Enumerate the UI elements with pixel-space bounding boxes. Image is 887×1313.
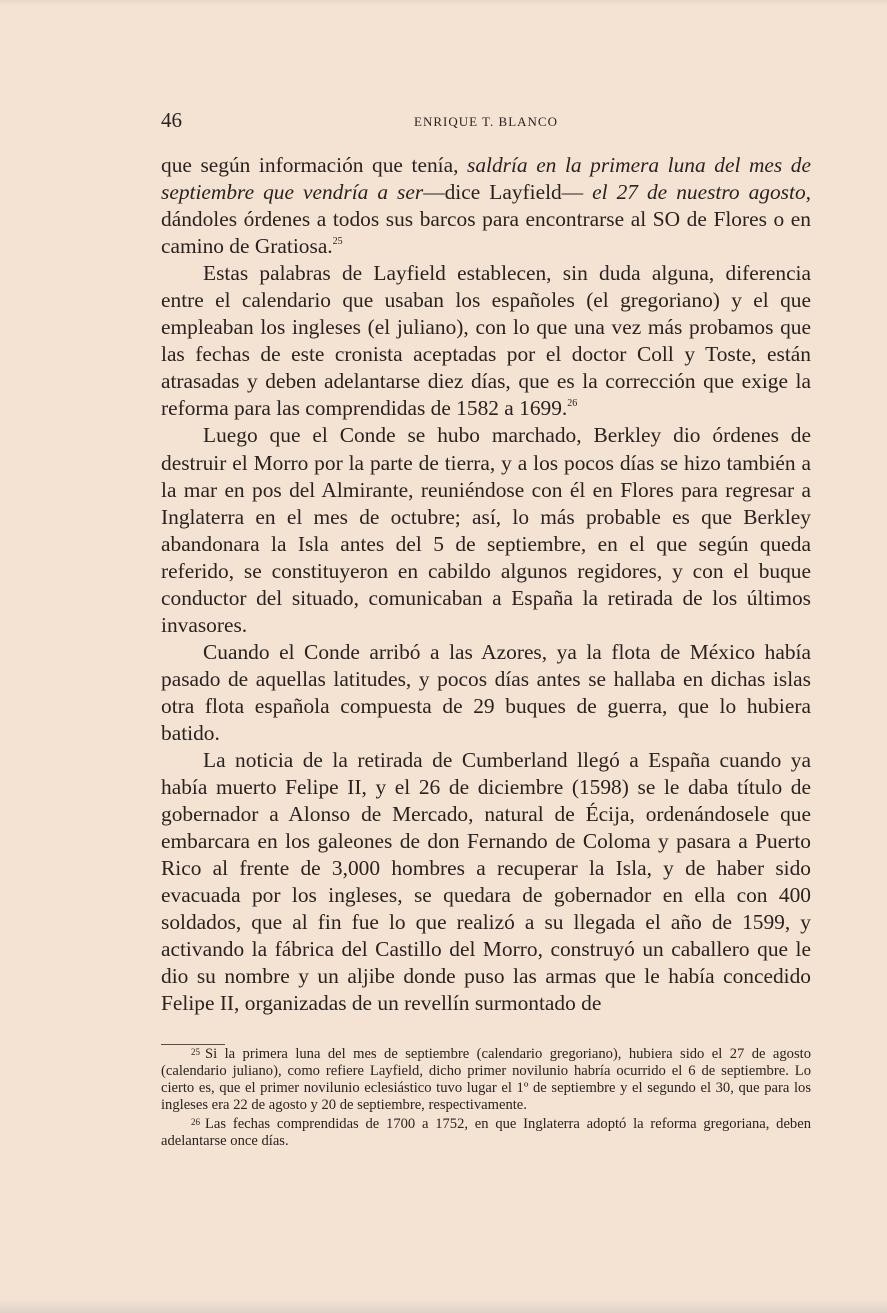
- paragraph-4: Cuando el Conde arribó a las Azores, ya la flota de México había pasado de aquellas latitudes, y pocos días antes se hallaba en dichas islas otra flota española compuesta de 29 buques de guerra, que lo hubiera batido.: [161, 639, 811, 745]
- paragraph-1-text-b: —dice Layfield—: [423, 180, 593, 205]
- page-edge-bottom: [0, 1299, 887, 1313]
- footnote-ref-26: 26: [567, 398, 578, 410]
- paragraph-2: [161, 260, 811, 422]
- footnote-text: Si la primera luna del mes de septiembre (calendario gregoriano), hubiera sido el 27 de agosto (calendario juliano), como refiere Layfield, dicho primer novilunio habría ocurrido el 6 de septiembre. Lo cierto es, que el primer novilunio eclesiástico tuvo lugar el 1º de septiembre y el segundo el 30, que para los ingleses era 22 de agosto y 20 de septiembre, respectivamente.: [161, 1046, 811, 1114]
- paragraph-3: Luego que el Conde se hubo marchado, Berkley dio órdenes de destruir el Morro por la parte de tierra, y a los pocos días se hizo también a la mar en pos del Almirante, reuniéndose con él en Flores para regresar a Inglaterra en el mes de octubre; así, lo más probable es que Berkley abandonara la Isla antes del 5 de septiembre, en el que según queda referido, se constituyeron en cabildo algunos regidores, y con el buque conductor del situado, comunicaban a España la retirada de los últimos invasores.: [161, 423, 811, 637]
- body-text: [161, 152, 811, 1018]
- footnotes: [161, 1044, 811, 1151]
- page-number: 46: [161, 108, 182, 132]
- footnote-25: [161, 1044, 811, 1114]
- page-edge-top: [0, 0, 887, 6]
- paragraph-1-italic-date: el 27 de nuestro agosto,: [592, 180, 811, 205]
- footnote-ref-25: 25: [332, 236, 343, 248]
- footnote-number: 25: [191, 1047, 200, 1057]
- running-head: ENRIQUE T. BLANCO: [414, 114, 558, 129]
- paragraph-1-text-a: que según información que tenía,: [161, 153, 467, 177]
- paragraph-5: La noticia de la retirada de Cumberland llegó a España cuando ya había muerto Felipe II, y el 26 de diciembre (1598) se le daba título de gobernador a Alonso de Mercado, natural de Écija, ordenándosele que embarcara en los galeones de don Fernando de Coloma y pasara a Puerto Rico al frente de 3,000 hombres a recuperar la Isla, y de haber sido evacuada por los ingleses, se quedara de gobernador en ella con 400 soldados, que al fin fue lo que realizó a su llegada el año de 1599, y activando la fábrica del Castillo del Morro, construyó un caballero que le dio su nombre y un aljibe donde puso las armas que le había concedido Felipe II, organizadas de un revellín surmontado de: [161, 748, 811, 1016]
- footnote-26: [161, 1114, 811, 1150]
- footnote-text: Las fechas comprendidas de 1700 a 1752, en que Inglaterra adoptó la reforma gregoriana, deben adelantarse once días.: [161, 1116, 811, 1150]
- paragraph-1-text-c: dándoles órdenes a todos sus barcos para encontrarse al SO de Flores o en camino de Gratiosa.: [161, 207, 811, 259]
- paragraph-2-text: Estas palabras de Layfield establecen, sin duda alguna, diferencia entre el calendario que usaban los españoles (el gregoriano) y el que empleaban los ingleses (el juliano), con lo que una vez más probamos que las fechas de este cronista aceptadas por el doctor Coll y Toste, están atrasadas y deben adelantarse diez días, que es la corrección que exige la reforma para las comprendidas de 1582 a 1699.: [161, 261, 811, 421]
- paragraph-1-italic-quote: saldría en la primera luna del mes de septiembre que vendría a ser: [161, 153, 811, 205]
- paragraph-1: [161, 152, 811, 260]
- page-header: [161, 108, 811, 134]
- footnote-number: 26: [191, 1117, 200, 1128]
